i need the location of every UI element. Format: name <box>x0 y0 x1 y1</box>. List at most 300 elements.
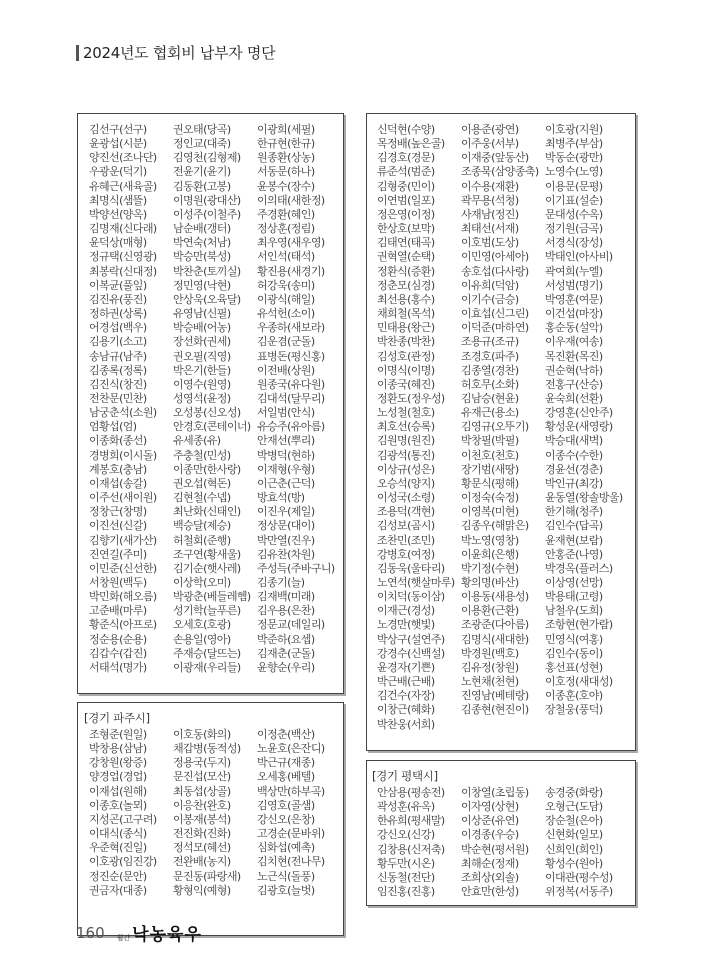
member-name: 한규현(한규) <box>257 137 315 151</box>
member-name: 문진동(파랑새) <box>173 869 241 883</box>
member-name: 박경옥(플러스) <box>545 561 613 575</box>
member-name: 진연길(주미) <box>89 547 147 561</box>
member-name: 안홍준(나영) <box>545 547 603 561</box>
member-name: 이진선(신갈) <box>89 519 147 533</box>
member-name: 김성호(관정) <box>377 349 435 363</box>
member-name: 전완배(농지) <box>173 855 231 869</box>
member-name: 이성국(소령) <box>377 491 435 505</box>
page-title <box>76 42 275 63</box>
member-name: 권오태(당곡) <box>173 123 231 136</box>
member-name: 박창필(박필) <box>461 434 519 448</box>
member-name: 정민영(낙현) <box>173 278 231 292</box>
name-grid <box>372 786 635 899</box>
member-name: 이용환(근환) <box>461 604 519 618</box>
member-name: 최봉락(신대정) <box>89 264 157 278</box>
member-name: 권금자(대종) <box>89 883 147 897</box>
member-name: 황의명(바산) <box>461 576 519 589</box>
member-name: 목정배(높은골) <box>377 137 445 151</box>
member-name: 임진홍(진홍) <box>377 885 435 899</box>
member-name: 오형근(도담) <box>545 800 603 814</box>
member-name: 양경업(경업) <box>89 770 147 784</box>
member-name: 정환도(정우성) <box>377 391 445 405</box>
member-name: 김용기(소고) <box>89 335 147 349</box>
member-name: 이덕준(마하연) <box>461 321 529 335</box>
member-name: 김건수(자장) <box>377 689 435 703</box>
member-name: 백상만(하부곡) <box>257 784 325 798</box>
member-name: 이유희(덕암) <box>461 278 519 292</box>
member-name: 표병돈(평신홍) <box>257 349 325 363</box>
member-name: 주충철(민성) <box>173 448 231 462</box>
member-name: 황성운(새영랑) <box>545 420 613 434</box>
member-name: 황성수(원아) <box>545 856 603 870</box>
member-name: 정기원(금곡) <box>545 222 603 236</box>
member-name: 박준하(요셉) <box>257 632 315 646</box>
member-name: 한유희(평새말) <box>377 814 445 828</box>
member-name: 신희인(희인) <box>545 842 603 856</box>
member-name: 조용규(조규) <box>461 335 519 349</box>
member-name: 강병호(여정) <box>377 547 435 561</box>
member-name: 박승대(새벽) <box>545 434 603 448</box>
member-name: 이재섭(송갈) <box>89 476 147 490</box>
member-name: 조형준(원일) <box>89 728 147 741</box>
member-name: 채갑병(동적성) <box>173 742 241 756</box>
member-name: 계봉호(충남) <box>89 462 147 476</box>
member-name: 이복균(풀잎) <box>89 278 147 292</box>
member-name: 이종훈(호야) <box>545 689 603 703</box>
member-name: 윤덕상(매형) <box>89 236 147 250</box>
member-name: 이정숙(숙정) <box>461 491 519 505</box>
member-name: 이호광(지원) <box>545 123 603 136</box>
member-name: 조용덕(객현) <box>377 505 435 519</box>
member-name: 이재섭(원해) <box>89 784 147 798</box>
member-name: 이연범(일포) <box>377 193 435 207</box>
member-name: 박연숙(처남) <box>173 236 231 250</box>
member-name: 정하권(상록) <box>89 307 147 321</box>
member-name: 최호선(승록) <box>377 420 435 434</box>
member-name: 박민화(해오름) <box>89 590 157 604</box>
member-name: 김남승(현윤) <box>461 391 519 405</box>
member-name: 이재근(경성) <box>377 604 435 618</box>
member-name: 안경호(콘테이너) <box>173 420 251 434</box>
member-name: 정규택(신영광) <box>89 250 157 264</box>
member-name: 유세종(유) <box>173 434 221 448</box>
member-name: 이경종(우승) <box>461 828 519 842</box>
member-name: 박은기(한들) <box>173 363 231 377</box>
member-name: 김치현(전나무) <box>257 855 325 869</box>
member-name: 황형익(예형) <box>173 883 231 897</box>
member-name: 한기해(청주) <box>545 505 603 519</box>
member-name: 이광식(해일) <box>257 292 315 306</box>
member-name: 김영규(오뚜기) <box>461 420 529 434</box>
member-name: 조찬민(조민) <box>377 533 435 547</box>
member-name: 박찬춘(토끼실) <box>173 264 241 278</box>
member-name: 김동환(고봉) <box>173 179 231 193</box>
member-name: 정진순(문안) <box>89 869 147 883</box>
member-name: 심화섭(예촉) <box>257 841 315 855</box>
member-name: 문대성(수옥) <box>545 207 603 221</box>
member-name: 김경호(경문) <box>377 151 435 165</box>
member-name: 이효섭(신그린) <box>461 307 529 321</box>
member-name: 노윤호(은잔디) <box>257 742 325 756</box>
member-name: 이용동(새용성) <box>461 590 529 604</box>
member-name: 이영복(미현) <box>461 505 519 519</box>
member-name: 이영수(원영) <box>173 377 231 391</box>
member-name: 정인교(대죽) <box>173 137 231 151</box>
member-name: 김갑수(갑진) <box>89 646 147 660</box>
member-name: 이대관(평수성) <box>545 870 613 884</box>
member-name: 노현채(천현) <box>461 675 519 689</box>
member-name: 양진선(조나단) <box>89 151 157 165</box>
member-name: 장선화(권세) <box>173 335 231 349</box>
member-name: 박동순(광만) <box>545 151 603 165</box>
member-name: 김명식(새대한) <box>461 632 529 646</box>
member-name: 이수용(재환) <box>461 179 519 193</box>
member-name: 손용일(영아) <box>173 632 231 646</box>
name-grid <box>377 123 635 732</box>
member-name: 유재근(용소) <box>461 406 519 420</box>
member-name: 채희철(목석) <box>377 307 435 321</box>
member-name: 이호동(화의) <box>173 728 231 741</box>
member-name: 박병덕(현하) <box>257 448 315 462</box>
member-name: 이종만(한사랑) <box>173 462 241 476</box>
member-name: 홍선표(성현) <box>545 660 603 674</box>
member-name: 박상구(설연주) <box>377 632 445 646</box>
member-name: 서인석(태석) <box>257 250 315 264</box>
member-name: 안상욱(오육달) <box>173 292 241 306</box>
member-name: 서동문(하나) <box>257 165 315 179</box>
logo-name: 낙농육우 <box>132 925 202 945</box>
member-name: 이의태(새한정) <box>257 193 325 207</box>
publication-logo <box>117 920 202 945</box>
member-name: 박만열(진우) <box>257 533 315 547</box>
member-name: 최선용(홍수) <box>377 292 435 306</box>
member-name: 강창원(왕증) <box>89 756 147 770</box>
member-name: 김선구(선구) <box>89 123 147 136</box>
name-list-box-paju <box>77 702 344 936</box>
member-name: 이근춘(근덕) <box>257 476 315 490</box>
member-name: 최해순(정재) <box>461 856 519 870</box>
member-name: 오성봉(신오성) <box>173 406 241 420</box>
member-name: 박근배(근배) <box>377 675 435 689</box>
member-name: 권오필(직영) <box>173 349 231 363</box>
member-name: 유승주(유아름) <box>257 420 325 434</box>
member-name: 최병주(부삼) <box>545 137 603 151</box>
member-name: 윤향순(우리) <box>257 660 315 674</box>
member-name: 주경환(혜인) <box>257 207 315 221</box>
member-name: 장철웅(풍덕) <box>545 703 603 717</box>
member-name: 정춘모(심경) <box>377 278 435 292</box>
logo-prefix: 월간 <box>116 934 131 942</box>
member-name: 이건섭(마장) <box>545 307 603 321</box>
member-name: 조구연(황새울) <box>173 547 241 561</box>
member-name: 허강욱(송미) <box>257 278 315 292</box>
member-name: 어경섭(백우) <box>89 321 147 335</box>
member-name: 이명원(광대산) <box>173 193 241 207</box>
member-name: 우준혁(진일) <box>89 841 147 855</box>
member-name: 이종호(놀뫼) <box>89 798 147 812</box>
member-name: 윤숙희(선환) <box>545 391 603 405</box>
member-name: 박노영(영창) <box>461 533 519 547</box>
member-name: 송호섭(다사랑) <box>461 264 529 278</box>
member-name: 윤봉수(장수) <box>257 179 315 193</box>
member-name: 이민영(아세아) <box>461 250 529 264</box>
member-name: 고준배(마루) <box>89 604 147 618</box>
member-name: 황진용(새경기) <box>257 264 325 278</box>
member-name: 김우용(은찬) <box>257 604 315 618</box>
member-name: 김광호(늘벗) <box>257 883 315 897</box>
member-name: 권혁열(순택) <box>377 250 435 264</box>
member-name: 김진식(창진) <box>89 377 147 391</box>
member-name: 김유찬(차원) <box>257 547 315 561</box>
member-name: 김종우(해맑은) <box>461 519 529 533</box>
member-name: 유석헌(소이) <box>257 307 315 321</box>
member-name: 민영식(여홍) <box>545 632 603 646</box>
member-name: 장기범(새땅) <box>461 462 519 476</box>
member-name: 박경원(백호) <box>461 646 519 660</box>
member-name: 정석모(혜선) <box>173 841 231 855</box>
member-name: 김명재(신다래) <box>89 222 157 236</box>
member-name: 박승배(어농) <box>173 321 231 335</box>
member-name: 신현화(일모) <box>545 828 603 842</box>
member-name: 이광희(세필) <box>257 123 315 136</box>
member-name: 이전배(상원) <box>257 363 315 377</box>
member-name: 정상문(대이) <box>257 519 315 533</box>
member-name: 이재중(앞동산) <box>461 151 529 165</box>
member-name: 우종하(새보라) <box>257 321 325 335</box>
member-name: 이우재(여송) <box>545 335 603 349</box>
member-name: 신동철(전단) <box>377 870 435 884</box>
name-list-box <box>366 113 636 751</box>
member-name: 이윤희(은행) <box>461 547 519 561</box>
page-footer <box>76 920 202 945</box>
member-name: 곽여희(누엘) <box>545 264 603 278</box>
member-name: 이민준(신선한) <box>89 561 157 575</box>
member-name: 성영석(윤정) <box>173 391 231 405</box>
member-name: 박영훈(여문) <box>545 292 603 306</box>
member-name: 이명식(이명) <box>377 363 435 377</box>
member-name: 전윤기(윤기) <box>173 165 231 179</box>
member-name: 박찬웅(서희) <box>377 717 435 731</box>
member-name: 박창용(삼남) <box>89 742 147 756</box>
member-name: 송경중(화랑) <box>545 786 603 799</box>
member-name: 김종록(정록) <box>89 363 147 377</box>
member-name: 경윤선(경춘) <box>545 462 603 476</box>
member-name: 최우영(새우영) <box>257 236 325 250</box>
member-name: 박광춘(베들레헴) <box>173 590 251 604</box>
member-name: 이성주(이철주) <box>173 207 241 221</box>
name-grid <box>84 728 343 898</box>
member-name: 이용문(문평) <box>545 179 603 193</box>
member-name: 이종화(종선) <box>89 434 147 448</box>
member-name: 박찬종(박찬) <box>377 335 435 349</box>
member-name: 김성보(곰시) <box>377 519 435 533</box>
member-name: 강신오(신강) <box>377 828 435 842</box>
member-name: 정용국(두지) <box>173 756 231 770</box>
member-name: 김창용(신저축) <box>377 842 445 856</box>
member-name: 김태연(태곡) <box>377 236 435 250</box>
member-name: 김광석(통진) <box>377 448 435 462</box>
member-name: 김원명(원진) <box>377 434 435 448</box>
member-name: 박기정(수현) <box>461 561 519 575</box>
page-title-text: 2024년도 협회비 납부자 명단 <box>83 44 276 62</box>
member-name: 김종현(현진이) <box>461 703 529 717</box>
member-name: 김재백(미래) <box>257 590 315 604</box>
member-name: 오세호(호광) <box>173 618 231 632</box>
member-name: 오세홍(베텔) <box>257 770 315 784</box>
member-name: 김재춘(군돌) <box>257 646 315 660</box>
member-name: 안효만(한성) <box>461 885 519 899</box>
member-name: 노근식(돌풍) <box>257 869 315 883</box>
member-name: 강영훈(신안주) <box>545 406 613 420</box>
member-name: 강신오(은창) <box>257 812 315 826</box>
member-name: 이창열(초립동) <box>461 786 529 799</box>
title-bar-marker <box>76 45 79 61</box>
member-name: 이상규(성은) <box>377 462 435 476</box>
member-name: 민태용(왕근) <box>377 321 435 335</box>
member-name: 윤경자(기쁜) <box>377 660 435 674</box>
member-name: 이봉재(봉석) <box>173 812 231 826</box>
member-name: 이호광(임진강) <box>89 855 157 869</box>
member-name: 허호무(소화) <box>461 377 519 391</box>
member-name: 유혜근(새육골) <box>89 179 157 193</box>
member-name: 원종환(상농) <box>257 151 315 165</box>
member-name: 서일범(안식) <box>257 406 315 420</box>
member-name: 전진화(진화) <box>173 827 231 841</box>
member-name: 박순현(평서원) <box>461 842 529 856</box>
member-name: 이상학(오미) <box>173 576 231 589</box>
member-name: 이자영(상현) <box>461 800 519 814</box>
member-name: 이진우(제일) <box>257 505 315 519</box>
member-name: 이상영(선망) <box>545 576 603 589</box>
member-name: 서성범(명기) <box>545 278 603 292</box>
member-name: 안삼용(평송전) <box>377 786 445 799</box>
member-name: 윤재현(보람) <box>545 533 603 547</box>
member-name: 최태선(서재) <box>461 222 519 236</box>
member-name: 신덕현(수양) <box>377 123 435 136</box>
member-name: 이종수(수한) <box>545 448 603 462</box>
member-name: 김영천(김형제) <box>173 151 241 165</box>
member-name: 허철회(준행) <box>173 533 231 547</box>
region-heading: [경기 파주시] <box>84 711 150 725</box>
member-name: 이광재(우리들) <box>173 660 241 674</box>
member-name: 진영남(베테랑) <box>461 689 529 703</box>
member-name: 노경만(햇빛) <box>377 618 435 632</box>
member-name: 주성득(주바구니) <box>257 561 335 575</box>
member-name: 서경식(장성) <box>545 236 603 250</box>
member-name: 김기순(햇사레) <box>173 561 241 575</box>
member-name: 방효석(방) <box>257 491 305 505</box>
member-name: 홍순동(설악) <box>545 321 603 335</box>
member-name: 한상호(보막) <box>377 222 435 236</box>
member-name: 조희상(외솔) <box>461 870 519 884</box>
member-name: 남철우(도희) <box>545 604 603 618</box>
member-name: 이대식(종식) <box>89 827 147 841</box>
member-name: 남궁춘석(소원) <box>89 406 157 420</box>
member-name: 엄황섭(엄) <box>89 420 137 434</box>
member-name: 박인규(최강) <box>545 476 603 490</box>
member-name: 정상훈(정림) <box>257 222 315 236</box>
name-list-box-pyeongtaek <box>366 760 636 906</box>
member-name: 황문식(평해) <box>461 476 519 490</box>
member-name: 지성곤(고구려) <box>89 812 157 826</box>
member-name: 황준식(아프로) <box>89 618 157 632</box>
member-name: 이재형(우형) <box>257 462 315 476</box>
member-name: 김동욱(울타리) <box>377 561 445 575</box>
member-name: 김형중(민이) <box>377 179 435 193</box>
member-name: 박근규(재종) <box>257 756 315 770</box>
member-name: 최동섭(상골) <box>173 784 231 798</box>
member-name: 고경순(문바위) <box>257 827 325 841</box>
name-list-box <box>77 113 344 694</box>
member-name: 김종열(경찬) <box>461 363 519 377</box>
member-name: 김진유(풍진) <box>89 292 147 306</box>
member-name: 곽무용(석청) <box>461 193 519 207</box>
member-name: 이정춘(백산) <box>257 728 315 741</box>
member-name: 문진섭(모산) <box>173 770 231 784</box>
member-name: 윤광섭(시분) <box>89 137 147 151</box>
member-name: 이주웅(서부) <box>461 137 519 151</box>
member-name: 김향기(새가산) <box>89 533 157 547</box>
member-name: 조항현(현가람) <box>545 618 613 632</box>
member-name: 박승만(북성) <box>173 250 231 264</box>
member-name: 류준석(범준) <box>377 165 435 179</box>
member-name: 우광운(덕기) <box>89 165 147 179</box>
member-name: 전홍구(산승) <box>545 377 603 391</box>
member-name: 박양선(양옥) <box>89 207 147 221</box>
member-name: 사재남(정진) <box>461 207 519 221</box>
page-number: 160 <box>76 923 105 942</box>
member-name: 전찬문(민찬) <box>89 391 147 405</box>
member-name: 최명식(샘뜰) <box>89 193 147 207</box>
member-name: 목진환(목진) <box>545 349 603 363</box>
member-name: 이종국(혜진) <box>377 377 435 391</box>
member-name: 정환식(증환) <box>377 264 435 278</box>
member-name: 노영수(노영) <box>545 165 603 179</box>
member-name: 서창원(백두) <box>89 576 147 589</box>
member-name: 박용태(고령) <box>545 590 603 604</box>
member-name: 윤동열(왕솔방울) <box>545 491 623 505</box>
region-heading: [경기 평택시] <box>372 769 438 783</box>
member-name: 백승달(제승) <box>173 519 231 533</box>
member-name: 최난화(신태인) <box>173 505 241 519</box>
member-name: 노성철(철호) <box>377 406 435 420</box>
member-name: 김유정(창원) <box>461 660 519 674</box>
member-name: 김대석(달무리) <box>257 391 325 405</box>
member-name: 경병희(이시돌) <box>89 448 157 462</box>
member-name: 이창근(혜화) <box>377 703 435 717</box>
member-name: 원종국(유다원) <box>257 377 325 391</box>
member-name: 이기표(설순) <box>545 193 603 207</box>
member-name: 김인수(답곡) <box>545 519 603 533</box>
member-name: 장순철(은아) <box>545 814 603 828</box>
member-name: 황두만(시온) <box>377 856 435 870</box>
member-name: 이기수(금승) <box>461 292 519 306</box>
member-name: 이천호(천호) <box>461 448 519 462</box>
member-name: 김운겸(군돌) <box>257 335 315 349</box>
member-name: 조경호(파주) <box>461 349 519 363</box>
member-name: 안재선(뿌리) <box>257 434 315 448</box>
name-grid <box>89 123 343 675</box>
member-name: 김종기(늘) <box>257 576 305 589</box>
member-name: 박태인(아사비) <box>545 250 613 264</box>
member-name: 유영남(신필) <box>173 307 231 321</box>
member-name: 강경수(신백설) <box>377 646 445 660</box>
member-name: 이상준(유연) <box>461 814 519 828</box>
member-name: 위정복(서동주) <box>545 885 613 899</box>
member-name: 서태석(명가) <box>89 660 147 674</box>
member-name: 정순용(순용) <box>89 632 147 646</box>
member-name: 남순배(갱터) <box>173 222 231 236</box>
